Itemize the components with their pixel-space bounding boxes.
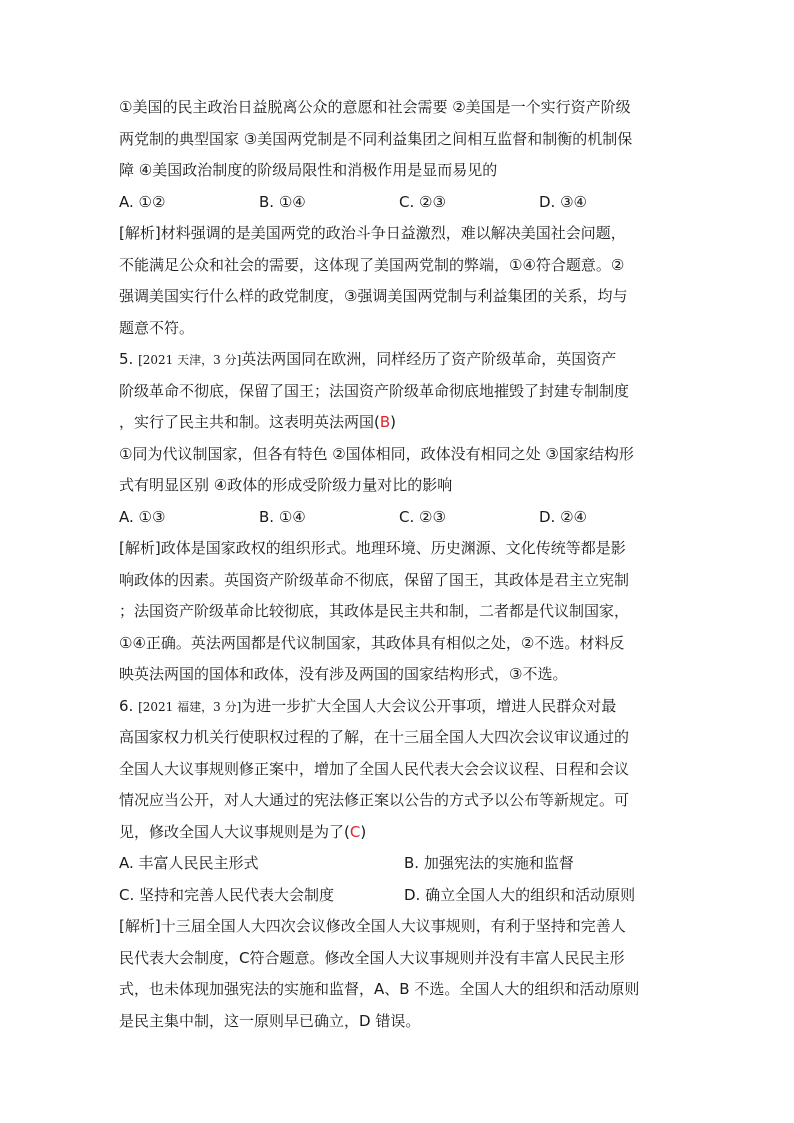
q5-stem: 5. [2021 天津，3 分]英法两国同在欧洲，同样经历了资产阶级革命，英国资产 阶级革命不彻底，保留了国王；法国资产阶级革命彻底地摧毁了封建专制制度 ，实行了民主共和制。这表明英法两国(B) [119, 344, 679, 439]
q5-stem-line: ，实行了民主共和制。这表明英法两国( [119, 413, 380, 431]
q5-analysis-line: [解析]政体是国家政权的组织形式。地理环境、历史渊源、文化传统等都是影 [119, 539, 626, 557]
q6-stem-line: 见，修改全国人大议事规则是为了( [119, 822, 350, 841]
q5-analysis-line: ；法国资产阶级革命比较彻底，其政体是民主共和制，二者都是代议制国家， [119, 602, 630, 620]
q6-analysis-line: 式，也未体现加强宪法的实施和监督，A、B 不选。全国人大的组织和活动原则 [119, 980, 640, 998]
q6-number: 6. [119, 696, 134, 715]
q5-number: 5. [119, 350, 134, 368]
q6-analysis [119, 911, 679, 1037]
q6-analysis-line: [解析]十三届全国人大四次会议修改全国人大议事规则，有利于坚持和完善人 [119, 917, 626, 935]
q4-option-c: C. ②③ [399, 192, 446, 211]
q4-analysis-line: 题意不符。 [119, 318, 195, 337]
q6-option-d: D. 确立全国人大的组织和活动原则 [404, 885, 636, 904]
q6-source: [2021 福建，3 分] [138, 699, 242, 714]
q5-statement-line: ①同为代议制国家，但各有特色 ②国体相同，政体没有相同之处 ③国家结构形 [119, 444, 634, 463]
q5-option-b: B. ①④ [259, 507, 306, 526]
q4-analysis-line: 强调美国实行什么样的政党制度，③强调美国两党制与利益集团的关系，均与 [119, 287, 628, 305]
q5-analysis [119, 533, 679, 691]
q4-statement-line: 障 ④美国政治制度的阶级局限性和消极作用是显而易见的 [119, 161, 498, 179]
q4-statement-line: ①美国的民主政治日益脱离公众的意愿和社会需要 ②美国是一个实行资产阶级 [119, 98, 631, 116]
q4-analysis-line: 不能满足公众和社会的需要，这体现了美国两党制的弊端，①④符合题意。② [119, 255, 625, 274]
q4-analysis [119, 218, 679, 344]
q5-statements [119, 439, 679, 502]
q6-stem-line: 高国家权力机关行使职权过程的了解，在十三届全国人大四次会议审议通过的 [119, 728, 630, 746]
q6-analysis-line: 是民主集中制，这一原则早已确立，D 错误。 [119, 1011, 421, 1030]
q5-stem-line: 阶级革命不彻底，保留了国王；法国资产阶级革命彻底地摧毁了封建专制制度 [119, 381, 630, 400]
q5-source: [2021 天津，3 分] [138, 353, 242, 367]
q4-statements [119, 92, 679, 187]
q6-options-row2 [119, 880, 679, 912]
q5-answer: B [379, 413, 391, 431]
document-content [119, 92, 679, 1037]
q5-analysis-line: 映英法两国的国体和政体，没有涉及两国的国家结构形式，③不选。 [119, 665, 568, 683]
q4-option-a: A. ①② [119, 192, 166, 211]
q5-option-a: A. ①③ [119, 507, 166, 526]
q6-answer: C [349, 822, 361, 841]
q6-stem: 6. [2021 福建，3 分]为进一步扩大全国人大会议公开事项，增进人民群众对最 高国家权力机关行使职权过程的了解，在十三届全国人大四次会议审议通过的 全国人大议事规则修正案中，增加了全国人民代表大会会议议程、日程和会议 情况应当公开，对人大通过的宪法修正案以公告的方式予以公布等新规定。可 见，修改全国人大议事规则是为了(C) [119, 691, 679, 849]
q4-statement-line: 两党制的典型国家 ③美国两党制是不同利益集团之间相互监督和制衡的机制保 [119, 129, 633, 148]
q5-options [119, 502, 679, 534]
q5-statement-line: 式有明显区别 ④政体的形成受阶级力量对比的影响 [119, 476, 453, 494]
q6-analysis-line: 民代表大会制度，C符合题意。修改全国人大议事规则并没有丰富人民民主形 [119, 948, 625, 967]
q6-stem-line: 情况应当公开，对人大通过的宪法修正案以公告的方式予以公布等新规定。可 [119, 791, 630, 809]
q6-stem-line: 全国人大议事规则修正案中，增加了全国人民代表大会会议议程、日程和会议 [119, 759, 630, 778]
q4-option-b: B. ①④ [259, 192, 306, 211]
q6-options-row1 [119, 848, 679, 880]
q6-option-b: B. 加强宪法的实施和监督 [404, 854, 574, 872]
q4-options [119, 187, 679, 219]
q6-option-c: C. 坚持和完善人民代表大会制度 [119, 885, 335, 904]
q5-analysis-line: ①④正确。英法两国都是代议制国家，其政体具有相似之处，②不选。材料反 [119, 633, 625, 652]
q5-analysis-line: 响政体的因素。英国资产阶级革命不彻底，保留了国王，其政体是君主立宪制 [119, 570, 630, 589]
q5-option-c: C. ②③ [399, 507, 446, 526]
q5-stem-text: 英法两国同在欧洲，同样经历了资产阶级革命，英国资产 [241, 350, 617, 368]
q6-option-a: A. 丰富人民民主形式 [119, 854, 259, 872]
q4-analysis-line: [解析]材料强调的是美国两党的政治斗争日益激烈，难以解决美国社会问题， [119, 224, 626, 242]
q5-option-d: D. ②④ [539, 507, 587, 526]
q4-option-d: D. ③④ [539, 192, 587, 211]
q6-stem-text: 为进一步扩大全国人大会议公开事项，增进人民群众对最 [241, 696, 617, 715]
